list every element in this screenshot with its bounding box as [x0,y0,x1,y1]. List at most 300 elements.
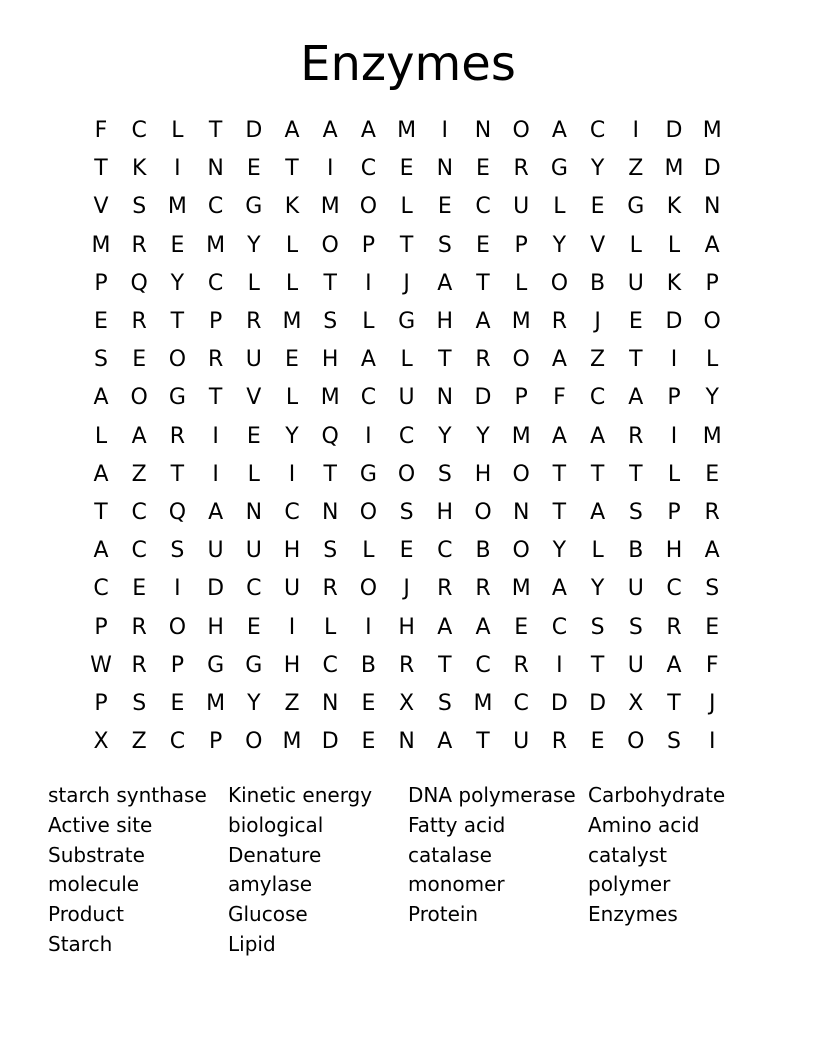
grid-letter: I [212,461,219,487]
grid-letter: T [399,232,414,258]
grid-letter: O [397,461,416,487]
grid-letter: T [438,347,452,373]
grid-letter: N [436,156,454,182]
grid-letter: E [399,156,414,182]
grid-letter: V [246,385,262,411]
grid-letter: I [326,156,334,182]
grid-letter: T [667,691,681,716]
grid-letter: M [397,118,417,143]
grid-letter: S [590,614,605,640]
grid-letter: M [473,691,493,716]
grid-letter: S [132,691,147,716]
grid-letter: S [628,500,643,525]
grid-letter: M [206,232,226,258]
grid-letter: Q [130,270,148,296]
grid-letter: C [169,729,186,755]
grid-letter: H [283,652,301,678]
grid-letter: C [131,118,147,143]
grid-letter: R [131,309,147,334]
grid-row [82,456,732,494]
grid-letter: Z [590,347,606,373]
grid-letter: L [362,309,375,334]
grid-letter: A [590,423,606,449]
grid-letter: I [288,461,296,487]
grid-letter: F [705,652,719,678]
grid-letter: T [590,461,605,487]
grid-letter: Y [590,156,605,182]
grid-letter: A [437,729,453,755]
grid-letter: L [667,232,681,258]
grid-letter: L [591,538,604,564]
grid-letter: C [284,500,300,525]
grid-letter: A [704,232,720,258]
grid-letter: E [246,423,261,449]
grid-letter: A [551,423,567,449]
word-list-item: amylase [228,872,313,897]
grid-letter: G [245,652,263,678]
grid-letter: L [629,232,642,258]
grid-row [82,418,732,456]
grid-letter: M [511,576,531,602]
grid-letter: I [174,156,181,182]
grid-letter: A [551,347,567,373]
grid-letter: Y [590,576,605,602]
grid-letter: N [512,500,530,525]
word-list-item: Glucose [228,902,308,927]
word-list-item: Amino acid [588,812,700,837]
grid-letter: O [359,576,378,602]
grid-letter: T [552,461,567,487]
grid-letter: C [666,576,682,602]
grid-letter: Y [552,538,567,564]
grid-letter: E [246,156,261,182]
grid-letter: E [705,461,720,487]
grid-letter: M [511,309,531,334]
grid-letter: T [170,461,185,487]
word-list-item: DNA polymerase [408,783,576,807]
grid-letter: Y [170,270,185,296]
grid-letter: L [94,423,108,449]
grid-letter: R [475,576,491,602]
grid-letter: S [132,194,147,220]
grid-letter: I [365,614,372,640]
grid-letter: E [285,347,299,373]
grid-letter: Z [628,156,644,182]
grid-row [82,494,732,532]
grid-letter: E [170,691,185,716]
word-list-item: molecule [48,872,140,897]
grid-letter: T [170,309,185,334]
grid-letter: Q [168,500,187,525]
grid-letter: H [474,461,492,487]
grid-row [82,188,732,226]
grid-letter: L [285,232,299,258]
grid-letter: O [359,500,378,525]
grid-letter: E [705,614,720,640]
grid-letter: M [702,118,722,143]
grid-letter: R [513,156,529,182]
grid-letter: E [437,194,452,220]
grid-letter: S [323,538,338,564]
grid-letter: L [362,538,375,564]
grid-letter: K [666,270,682,296]
grid-letter: O [245,729,263,755]
grid-letter: K [666,194,682,220]
grid-letter: U [513,194,530,220]
grid-letter: P [94,614,108,640]
grid-letter: A [475,309,491,334]
grid-letter: L [553,194,566,220]
grid-letter: Y [476,423,490,449]
grid-letter: L [400,347,413,373]
grid-letter: M [664,156,684,182]
grid-letter: H [436,500,454,525]
grid-letter: D [474,385,492,411]
grid-letter: O [550,270,569,296]
grid-letter: O [512,347,530,373]
grid-letter: Z [284,691,300,716]
grid-letter: L [285,385,299,411]
grid-letter: U [513,729,530,755]
grid-letter: P [514,232,528,258]
word-list-item: Fatty acid [408,812,506,837]
grid-letter: S [170,538,185,564]
grid-letter: S [323,309,338,334]
word-list [48,780,768,970]
grid-letter: A [93,385,109,411]
grid-letter: P [94,691,108,716]
grid-letter: I [556,652,563,678]
grid-letter: T [552,500,567,525]
grid-letter: L [324,614,337,640]
grid-letter: T [323,461,337,487]
grid-letter: V [590,232,606,258]
grid-letter: R [246,309,262,334]
grid-letter: Z [131,461,147,487]
grid-letter: L [285,270,299,296]
grid-letter: C [551,614,568,640]
grid-letter: B [590,270,606,296]
grid-letter: E [476,232,490,258]
puzzle-title: Enzymes [300,36,516,92]
grid-letter: K [284,194,300,220]
grid-letter: A [628,385,644,411]
grid-letter: C [437,538,453,564]
grid-letter: I [632,118,640,143]
grid-letter: A [475,614,491,640]
grid-letter: R [131,652,147,678]
grid-letter: O [627,729,645,755]
grid-letter: M [320,385,340,411]
grid-letter: U [207,538,224,564]
grid-letter: P [705,270,719,296]
grid-letter: M [282,729,302,755]
grid-letter: L [247,461,260,487]
grid-letter: C [513,691,529,716]
grid-letter: T [208,118,223,143]
grid-letter: H [398,614,415,640]
grid-letter: U [283,576,301,602]
grid-letter: T [590,652,605,678]
grid-letter: J [594,309,601,334]
grid-letter: O [321,232,339,258]
grid-letter: Y [285,423,299,449]
grid-letter: X [628,691,644,716]
grid-letter: X [399,691,415,716]
grid-letter: H [665,538,683,564]
grid-letter: K [131,156,147,182]
grid-letter: E [590,194,605,220]
grid-letter: I [670,347,678,373]
grid-letter: R [169,423,186,449]
grid-letter: N [321,500,339,525]
grid-letter: M [206,691,226,716]
grid-letter: B [360,652,376,678]
grid-letter: S [399,500,414,525]
grid-letter: I [670,423,678,449]
grid-letter: R [437,576,453,602]
grid-letter: D [321,729,339,755]
grid-letter: E [399,538,414,564]
grid-letter: R [513,652,529,678]
grid-letter: T [94,500,108,525]
grid-letter: N [207,156,224,182]
grid-letter: O [512,538,530,564]
grid-letter: A [437,270,453,296]
grid-letter: O [168,347,187,373]
grid-letter: P [514,385,528,411]
grid-letter: R [551,729,568,755]
grid-letter: U [627,576,644,602]
grid-letter: A [360,118,376,143]
grid-letter: I [212,423,219,449]
grid-letter: G [550,156,568,182]
grid-letter: C [475,652,491,678]
grid-row [82,112,732,150]
grid-letter: A [93,461,109,487]
grid-letter: L [667,461,681,487]
grid-letter: C [360,156,377,182]
grid-letter: A [322,118,338,143]
grid-letter: T [438,652,452,678]
grid-letter: R [131,614,147,640]
word-list-item: Carbohydrate [588,783,726,807]
grid-letter: P [667,385,681,411]
grid-letter: W [90,652,112,678]
grid-letter: M [320,194,340,220]
grid-letter: O [512,118,530,143]
word-list-item: Denature [228,842,322,867]
grid-letter: I [708,729,716,755]
grid-letter: F [553,385,566,411]
word-list-item: Enzymes [588,902,678,927]
word-list-item: Starch [48,932,113,956]
word-list-item: Kinetic energy [228,783,373,807]
grid-row [82,265,732,303]
grid-letter: T [629,461,643,487]
grid-letter: P [208,729,223,755]
grid-letter: S [628,614,643,640]
grid-row [82,341,732,379]
grid-letter: R [666,614,682,640]
grid-letter: O [703,309,721,334]
word-list-item: catalyst [588,842,668,867]
grid-letter: A [551,118,567,143]
grid-letter: A [208,500,224,525]
grid-letter: D [665,118,683,143]
word-list-item: biological [228,812,324,837]
grid-letter: J [403,270,410,296]
grid-letter: D [207,576,225,602]
grid-letter: T [629,347,643,373]
grid-letter: B [475,538,491,564]
grid-letter: J [708,691,716,716]
grid-letter: Y [247,232,261,258]
word-list-item: monomer [408,872,505,897]
grid-letter: O [130,385,148,411]
grid-letter: C [93,576,109,602]
grid-letter: I [174,576,181,602]
grid-letter: U [398,385,415,411]
grid-letter: G [168,385,186,411]
grid-letter: Y [552,232,567,258]
grid-letter: C [589,118,606,143]
grid-letter: L [247,270,260,296]
grid-letter: S [94,347,108,373]
grid-row [82,685,732,723]
grid-letter: G [245,194,263,220]
grid-row [82,227,732,265]
grid-letter: C [398,423,415,449]
grid-letter: N [398,729,415,755]
grid-letter: C [131,500,147,525]
grid-letter: A [704,538,720,564]
grid-letter: P [170,652,185,678]
word-list-item: Product [48,902,124,927]
grid-letter: Y [705,385,719,411]
grid-letter: D [245,118,263,143]
grid-letter: N [245,500,263,525]
grid-letter: P [94,270,108,296]
grid-letter: Q [321,423,339,449]
grid-letter: Y [247,691,261,716]
grid-letter: D [550,691,568,716]
grid-letter: C [131,538,147,564]
grid-letter: F [94,118,108,143]
grid-row [82,609,732,647]
grid-letter: J [403,576,410,602]
grid-letter: T [476,270,490,296]
grid-letter: C [246,576,262,602]
grid-letter: O [512,461,530,487]
grid-letter: O [168,614,187,640]
word-list-item: Lipid [228,932,276,956]
grid-letter: H [436,309,454,334]
grid-letter: C [322,652,338,678]
grid-letter: M [511,423,531,449]
grid-letter: U [245,538,262,564]
grid-letter: E [476,156,490,182]
grid-letter: E [361,729,376,755]
grid-letter: Z [131,729,147,755]
word-list-item: Substrate [48,842,145,867]
grid-letter: E [628,309,643,334]
grid-letter: S [705,576,720,602]
grid-letter: N [474,118,492,143]
grid-letter: I [441,118,449,143]
grid-letter: R [704,500,720,525]
grid-letter: E [590,729,605,755]
grid-row [82,723,732,761]
grid-letter: G [207,652,225,678]
grid-letter: Y [438,423,452,449]
grid-letter: U [627,652,644,678]
grid-letter: I [365,423,372,449]
grid-letter: V [93,194,109,220]
grid-letter: A [437,614,453,640]
grid-row [82,532,732,570]
grid-letter: T [323,270,337,296]
grid-letter: M [282,309,302,334]
grid-row [82,150,732,188]
grid-letter: L [706,347,719,373]
grid-letter: S [437,461,452,487]
grid-letter: R [475,347,491,373]
grid-letter: T [285,156,299,182]
grid-letter: A [284,118,300,143]
grid-letter: R [628,423,644,449]
grid-letter: E [361,691,376,716]
grid-letter: A [590,500,606,525]
grid-letter: A [93,538,109,564]
grid-letter: R [551,309,568,334]
grid-letter: N [703,194,721,220]
grid-letter: A [360,347,376,373]
grid-letter: D [703,156,721,182]
grid-letter: R [322,576,338,602]
word-list-item: Active site [48,812,153,837]
word-list-item: polymer [588,872,671,897]
grid-letter: O [359,194,378,220]
grid-letter: E [132,347,147,373]
grid-letter: U [627,270,644,296]
grid-letter: H [283,538,301,564]
grid-row [82,570,732,608]
grid-letter: M [167,194,187,220]
grid-letter: N [321,691,339,716]
grid-letter: T [208,385,223,411]
grid-letter: E [246,614,261,640]
grid-letter: R [131,232,147,258]
grid-letter: E [94,309,108,334]
grid-letter: L [400,194,413,220]
grid-letter: H [321,347,339,373]
grid-letter: R [398,652,415,678]
grid-letter: B [628,538,644,564]
grid-letter: E [170,232,185,258]
grid-letter: I [365,270,372,296]
grid-row [82,379,732,417]
word-list-item: catalase [408,842,492,867]
grid-letter: T [476,729,490,755]
grid-letter: H [207,614,224,640]
grid-letter: S [437,691,452,716]
grid-letter: M [91,232,111,258]
grid-letter: C [589,385,606,411]
grid-row [82,303,732,341]
grid-letter: R [207,347,224,373]
grid-letter: O [474,500,492,525]
